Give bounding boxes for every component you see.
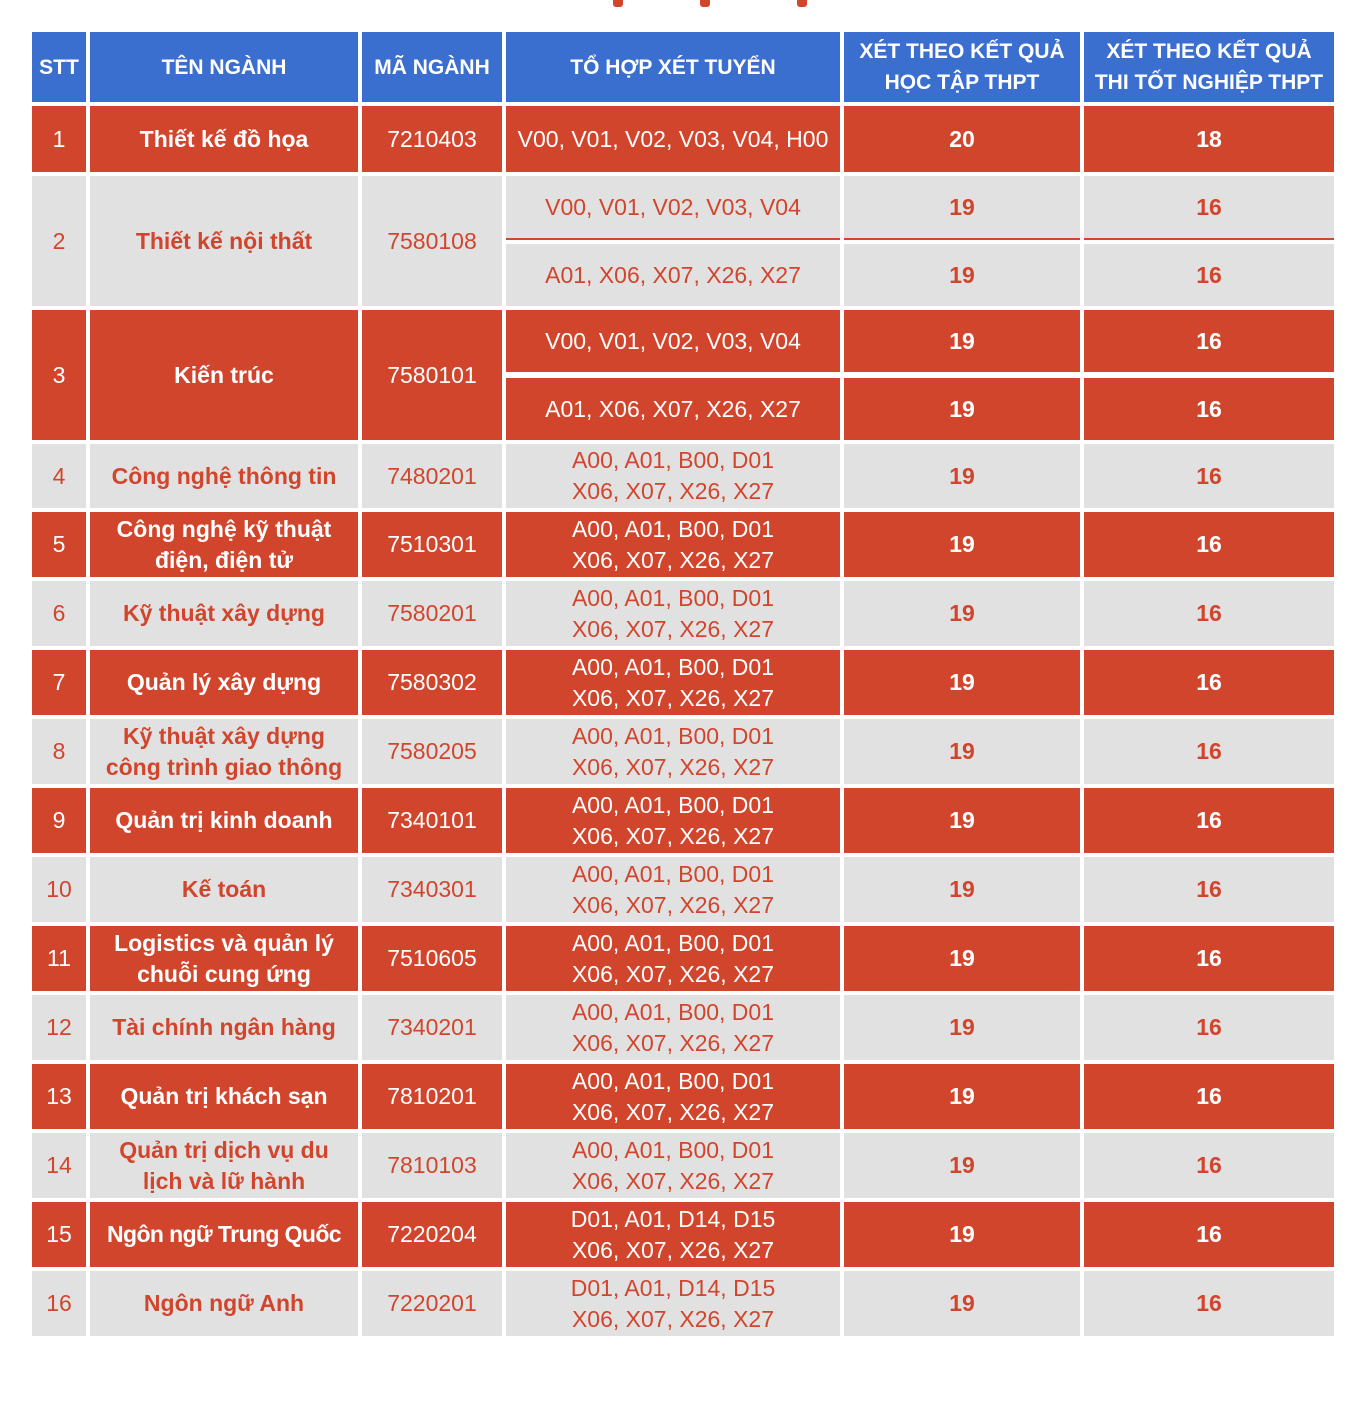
table-row bbox=[32, 106, 1334, 172]
cell-major-name: Kiến trúc bbox=[90, 310, 358, 440]
cell-score-tot-nghiep: 16 bbox=[1084, 1271, 1334, 1336]
cell-score-tot-nghiep: 16 bbox=[1084, 581, 1334, 646]
cell-stt: 16 bbox=[32, 1271, 86, 1336]
cell-score-tot-nghiep: 16 bbox=[1084, 310, 1334, 374]
combo-line: X06, X07, X26, X27 bbox=[571, 684, 775, 711]
header-line: HỌC TẬP THPT bbox=[884, 71, 1040, 94]
table-row bbox=[32, 310, 1334, 374]
combo-line: A00, A01, B00, D01 bbox=[571, 1136, 775, 1163]
name-line: điện, điện tử bbox=[154, 546, 294, 573]
cell-major-name bbox=[90, 512, 358, 577]
cell-score-tot-nghiep: 16 bbox=[1084, 244, 1334, 306]
cell-score-tot-nghiep: 16 bbox=[1084, 512, 1334, 577]
cell-subject-combos bbox=[506, 1133, 840, 1198]
cell-major-name bbox=[90, 926, 358, 991]
header-line: XÉT THEO KẾT QUẢ bbox=[859, 40, 1065, 63]
cell-subject-combos: V00, V01, V02, V03, V04, H00 bbox=[506, 106, 840, 172]
cell-score-hocba: 19 bbox=[844, 176, 1080, 240]
cell-major-code: 7580108 bbox=[362, 176, 502, 306]
cell-major-code: 7220204 bbox=[362, 1202, 502, 1267]
cell-subject-combos bbox=[506, 926, 840, 991]
cell-subject-combos bbox=[506, 1271, 840, 1336]
table-row bbox=[32, 788, 1334, 853]
title-fragment bbox=[700, 0, 710, 7]
combo-line: X06, X07, X26, X27 bbox=[571, 822, 775, 849]
cell-score-tot-nghiep: 16 bbox=[1084, 788, 1334, 853]
cell-score-hocba: 19 bbox=[844, 926, 1080, 991]
combo-line: X06, X07, X26, X27 bbox=[571, 753, 775, 780]
combo-line: A00, A01, B00, D01 bbox=[571, 998, 775, 1025]
header-major-name: TÊN NGÀNH bbox=[90, 32, 358, 102]
table-row bbox=[32, 581, 1334, 646]
cell-major-code: 7340301 bbox=[362, 857, 502, 922]
combo-line: D01, A01, D14, D15 bbox=[570, 1274, 776, 1301]
table-row bbox=[32, 176, 1334, 240]
header-line: THI TỐT NGHIỆP THPT bbox=[1094, 71, 1324, 94]
cell-major-name: Quản lý xây dựng bbox=[90, 650, 358, 715]
cell-major-code: 7210403 bbox=[362, 106, 502, 172]
cell-major-code: 7810103 bbox=[362, 1133, 502, 1198]
cell-stt: 13 bbox=[32, 1064, 86, 1129]
cell-stt: 6 bbox=[32, 581, 86, 646]
header-line: XÉT THEO KẾT QUẢ bbox=[1106, 40, 1312, 63]
cell-score-tot-nghiep: 16 bbox=[1084, 926, 1334, 991]
table-row bbox=[32, 857, 1334, 922]
cell-score-hocba: 19 bbox=[844, 1133, 1080, 1198]
table-row bbox=[32, 1064, 1334, 1129]
cell-major-name: Ngôn ngữ Anh bbox=[90, 1271, 358, 1336]
combo-line: X06, X07, X26, X27 bbox=[571, 1167, 775, 1194]
cell-stt: 9 bbox=[32, 788, 86, 853]
header-score-tot-nghiep bbox=[1084, 32, 1334, 102]
combo-line: X06, X07, X26, X27 bbox=[571, 1029, 775, 1056]
header-subject-combos: TỔ HỢP XÉT TUYỂN bbox=[506, 32, 840, 102]
table-row bbox=[32, 444, 1334, 508]
table-row bbox=[32, 719, 1334, 784]
title-fragment bbox=[797, 0, 807, 7]
combo-line: A00, A01, B00, D01 bbox=[571, 447, 775, 473]
cell-score-hocba: 19 bbox=[844, 444, 1080, 508]
combo-line: A00, A01, B00, D01 bbox=[571, 929, 775, 956]
name-line: Quản trị dịch vụ du bbox=[119, 1136, 329, 1163]
cell-score-hocba: 19 bbox=[844, 857, 1080, 922]
admission-score-table bbox=[28, 28, 1338, 1340]
cell-score-tot-nghiep: 16 bbox=[1084, 650, 1334, 715]
cell-major-name: Quản trị khách sạn bbox=[90, 1064, 358, 1129]
name-line: chuỗi cung ứng bbox=[137, 960, 311, 987]
name-line: Kỹ thuật xây dựng bbox=[123, 722, 325, 749]
cell-score-hocba: 19 bbox=[844, 1064, 1080, 1129]
cell-score-hocba: 19 bbox=[844, 581, 1080, 646]
combo-line: X06, X07, X26, X27 bbox=[571, 1236, 775, 1263]
table-row bbox=[32, 1271, 1334, 1336]
name-line: Logistics và quản lý bbox=[114, 929, 334, 956]
cell-stt: 8 bbox=[32, 719, 86, 784]
cell-score-hocba: 19 bbox=[844, 788, 1080, 853]
combo-line: X06, X07, X26, X27 bbox=[571, 546, 775, 573]
combo-line: X06, X07, X26, X27 bbox=[571, 615, 775, 642]
table-header-row bbox=[32, 32, 1334, 102]
cell-major-code: 7580201 bbox=[362, 581, 502, 646]
cell-major-code: 7580101 bbox=[362, 310, 502, 440]
cell-score-tot-nghiep: 18 bbox=[1084, 106, 1334, 172]
cell-major-code: 7510301 bbox=[362, 512, 502, 577]
cell-stt: 4 bbox=[32, 444, 86, 508]
combo-line: X06, X07, X26, X27 bbox=[571, 1305, 775, 1332]
table-row bbox=[32, 1202, 1334, 1267]
cell-major-name: Thiết kế nội thất bbox=[90, 176, 358, 306]
cell-stt: 12 bbox=[32, 995, 86, 1060]
combo-line: X06, X07, X26, X27 bbox=[571, 1098, 775, 1125]
cell-major-code: 7220201 bbox=[362, 1271, 502, 1336]
cropped-title-strip bbox=[0, 0, 1360, 12]
cell-score-hocba: 19 bbox=[844, 995, 1080, 1060]
name-line: công trình giao thông bbox=[105, 753, 343, 780]
cell-stt: 11 bbox=[32, 926, 86, 991]
header-score-hocba bbox=[844, 32, 1080, 102]
cell-subject-combos bbox=[506, 650, 840, 715]
cell-major-code: 7340101 bbox=[362, 788, 502, 853]
header-major-code: MÃ NGÀNH bbox=[362, 32, 502, 102]
combo-line: A00, A01, B00, D01 bbox=[571, 860, 775, 887]
cell-subject-combos: A01, X06, X07, X26, X27 bbox=[506, 244, 840, 306]
cell-score-tot-nghiep: 16 bbox=[1084, 995, 1334, 1060]
cell-stt: 15 bbox=[32, 1202, 86, 1267]
combo-line: X06, X07, X26, X27 bbox=[571, 960, 775, 987]
cell-score-hocba: 19 bbox=[844, 244, 1080, 306]
cell-stt: 14 bbox=[32, 1133, 86, 1198]
name-line: Công nghệ kỹ thuật bbox=[116, 515, 332, 542]
combo-line: X06, X07, X26, X27 bbox=[571, 478, 775, 504]
cell-major-code: 7480201 bbox=[362, 444, 502, 508]
cell-subject-combos bbox=[506, 1064, 840, 1129]
combo-line: A00, A01, B00, D01 bbox=[571, 584, 775, 611]
cell-major-code: 7340201 bbox=[362, 995, 502, 1060]
cell-subject-combos bbox=[506, 444, 840, 508]
cell-stt: 10 bbox=[32, 857, 86, 922]
cell-major-code: 7580302 bbox=[362, 650, 502, 715]
table-row bbox=[32, 1133, 1334, 1198]
cell-score-hocba: 19 bbox=[844, 1271, 1080, 1336]
cell-subject-combos: A01, X06, X07, X26, X27 bbox=[506, 378, 840, 440]
cell-score-tot-nghiep: 16 bbox=[1084, 1133, 1334, 1198]
combo-line: A00, A01, B00, D01 bbox=[571, 1067, 775, 1094]
cell-score-hocba: 19 bbox=[844, 310, 1080, 374]
cell-score-tot-nghiep: 16 bbox=[1084, 1202, 1334, 1267]
cell-score-tot-nghiep: 16 bbox=[1084, 176, 1334, 240]
cell-subject-combos: V00, V01, V02, V03, V04 bbox=[506, 310, 840, 374]
table-row bbox=[32, 926, 1334, 991]
cell-major-name bbox=[90, 719, 358, 784]
table-row bbox=[32, 512, 1334, 577]
cell-subject-combos bbox=[506, 995, 840, 1060]
cell-stt: 1 bbox=[32, 106, 86, 172]
cell-major-name bbox=[90, 1133, 358, 1198]
cell-score-hocba: 19 bbox=[844, 1202, 1080, 1267]
cell-score-hocba: 19 bbox=[844, 378, 1080, 440]
cell-subject-combos bbox=[506, 857, 840, 922]
combo-line: X06, X07, X26, X27 bbox=[571, 891, 775, 918]
cell-subject-combos bbox=[506, 512, 840, 577]
combo-line: A00, A01, B00, D01 bbox=[571, 722, 775, 749]
cell-major-code: 7510605 bbox=[362, 926, 502, 991]
cell-subject-combos bbox=[506, 581, 840, 646]
combo-line: A00, A01, B00, D01 bbox=[571, 515, 775, 542]
cell-score-hocba: 19 bbox=[844, 650, 1080, 715]
cell-stt: 3 bbox=[32, 310, 86, 440]
combo-line: A00, A01, B00, D01 bbox=[571, 653, 775, 680]
cell-score-tot-nghiep: 16 bbox=[1084, 857, 1334, 922]
name-line: lịch và lữ hành bbox=[142, 1167, 306, 1194]
cell-score-hocba: 20 bbox=[844, 106, 1080, 172]
cell-stt: 7 bbox=[32, 650, 86, 715]
cell-major-name: Kỹ thuật xây dựng bbox=[90, 581, 358, 646]
cell-subject-combos: V00, V01, V02, V03, V04 bbox=[506, 176, 840, 240]
header-stt: STT bbox=[32, 32, 86, 102]
cell-subject-combos bbox=[506, 788, 840, 853]
cell-score-tot-nghiep: 16 bbox=[1084, 1064, 1334, 1129]
cell-major-name: Thiết kế đồ họa bbox=[90, 106, 358, 172]
cell-major-name: Kế toán bbox=[90, 857, 358, 922]
cell-score-tot-nghiep: 16 bbox=[1084, 719, 1334, 784]
cell-score-hocba: 19 bbox=[844, 512, 1080, 577]
cell-score-tot-nghiep: 16 bbox=[1084, 378, 1334, 440]
cell-subject-combos bbox=[506, 1202, 840, 1267]
cell-major-name: Công nghệ thông tin bbox=[90, 444, 358, 508]
cell-major-name: Quản trị kinh doanh bbox=[90, 788, 358, 853]
combo-line: A00, A01, B00, D01 bbox=[571, 791, 775, 818]
title-fragment bbox=[613, 0, 623, 7]
cell-major-code: 7580205 bbox=[362, 719, 502, 784]
cell-major-code: 7810201 bbox=[362, 1064, 502, 1129]
cell-major-name: Tài chính ngân hàng bbox=[90, 995, 358, 1060]
cell-subject-combos bbox=[506, 719, 840, 784]
table-row bbox=[32, 650, 1334, 715]
cell-stt: 2 bbox=[32, 176, 86, 306]
cell-score-tot-nghiep: 16 bbox=[1084, 444, 1334, 508]
table-row bbox=[32, 995, 1334, 1060]
cell-stt: 5 bbox=[32, 512, 86, 577]
cell-score-hocba: 19 bbox=[844, 719, 1080, 784]
combo-line: D01, A01, D14, D15 bbox=[570, 1205, 776, 1232]
cell-major-name: Ngôn ngữ Trung Quốc bbox=[90, 1202, 358, 1267]
